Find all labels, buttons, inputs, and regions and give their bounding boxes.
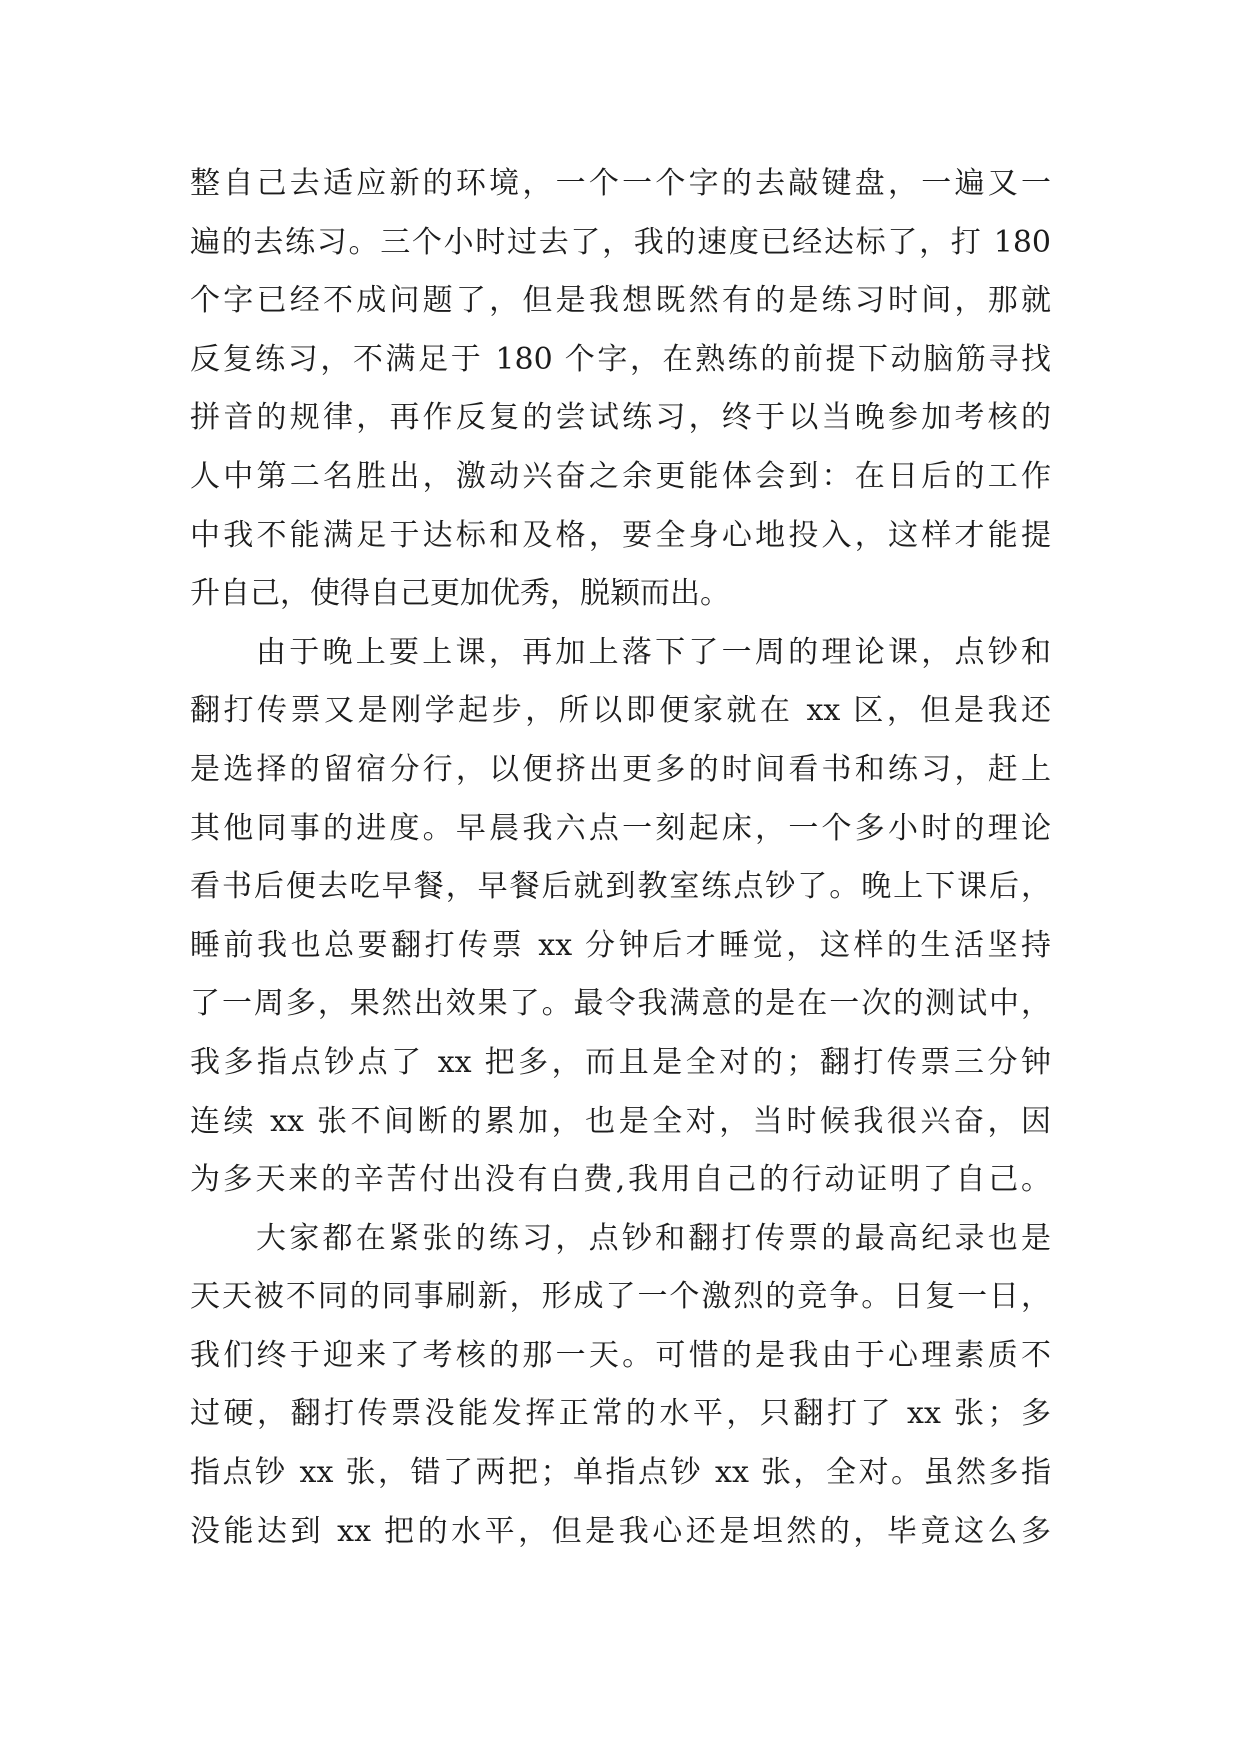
text-line: 是选择的留宿分行，以便挤出更多的时间看书和练习，赶上 [190, 751, 1051, 787]
text-line: 睡前我也总要翻打传票 xx 分钟后才睡觉，这样的生活坚持 [190, 927, 1051, 963]
text-line: 中我不能满足于达标和及格，要全身心地投入，这样才能提 [190, 517, 1051, 553]
text-line: 拼音的规律，再作反复的尝试练习，终于以当晚参加考核的 [190, 400, 1051, 436]
text-line: 没能达到 xx 把的水平，但是我心还是坦然的，毕竟这么多 [190, 1513, 1051, 1549]
text-line: 整自己去适应新的环境，一个一个字的去敲键盘，一遍又一 [190, 166, 1051, 201]
text-line: 升自己，使得自己更加优秀，脱颖而出。 [190, 576, 730, 612]
paragraph-3 [190, 1210, 1051, 1562]
text-line: 我们终于迎来了考核的那一天。可惜的是我由于心理素质不 [190, 1337, 1051, 1373]
text-line: 了一周多，果然出效果了。最令我满意的是在一次的测试中， [190, 986, 1051, 1022]
text-line: 反复练习，不满足于 180 个字，在熟练的前提下动脑筋寻找 [190, 341, 1051, 377]
text-line: 由于晚上要上课，再加上落下了一周的理论课，点钞和 [256, 634, 1051, 670]
text-line: 天天被不同的同事刷新，形成了一个激烈的竞争。日复一日， [190, 1279, 1051, 1315]
text-line: 其他同事的进度。早晨我六点一刻起床，一个多小时的理论 [190, 810, 1051, 846]
paragraph-1 [190, 155, 1051, 624]
text-line: 我多指点钞点了 xx 把多，而且是全对的；翻打传票三分钟 [190, 1044, 1051, 1080]
text-line: 看书后便去吃早餐，早餐后就到教室练点钞了。晚上下课后， [190, 869, 1051, 905]
text-line: 遍的去练习。三个小时过去了，我的速度已经达标了，打 180 [190, 224, 1051, 260]
text-line: 人中第二名胜出，激动兴奋之余更能体会到：在日后的工作 [190, 458, 1051, 494]
paragraph-2 [190, 624, 1051, 1210]
text-line: 翻打传票又是刚学起步，所以即便家就在 xx 区，但是我还 [190, 693, 1051, 729]
body-text [190, 155, 1051, 1561]
text-line: 大家都在紧张的练习，点钞和翻打传票的最高纪录也是 [256, 1220, 1051, 1256]
text-line: 连续 xx 张不间断的累加，也是全对，当时候我很兴奋，因 [190, 1103, 1051, 1139]
text-line: 过硬，翻打传票没能发挥正常的水平，只翻打了 xx 张；多 [190, 1396, 1051, 1432]
text-line: 为多天来的辛苦付出没有白费,我用自己的行动证明了自己。 [190, 1162, 1051, 1198]
text-line: 个字已经不成问题了，但是我想既然有的是练习时间，那就 [190, 283, 1051, 319]
text-line: 指点钞 xx 张，错了两把；单指点钞 xx 张，全对。虽然多指 [190, 1455, 1051, 1491]
